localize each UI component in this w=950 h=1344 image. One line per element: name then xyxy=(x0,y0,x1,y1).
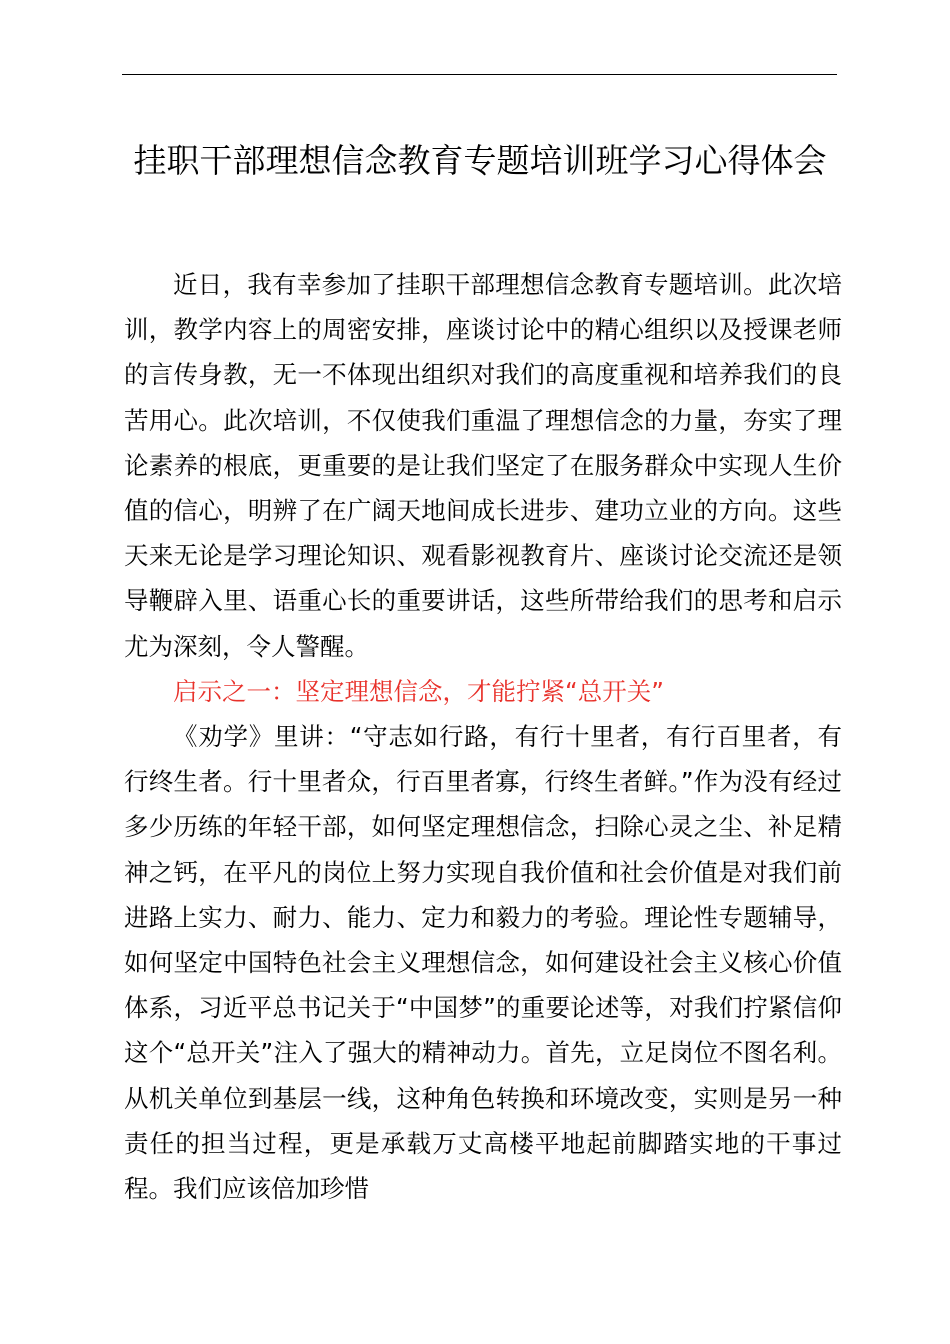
document-body xyxy=(124,262,842,1211)
section-heading-1: 启示之一：坚定理想信念，才能拧紧“总开关” xyxy=(173,676,664,706)
intro-paragraph: 近日，我有幸参加了挂职干部理想信念教育专题培训。此次培训，教学内容上的周密安排，座谈讨论中的精心组织以及授课老师的言传身教，无一不体现出组织对我们的高度重视和培养我们的良苦用心。此次培训，不仅使我们重温了理想信念的力量，夯实了理论素养的根底，更重要的是让我们坚定了在服务群众中实现人生价值的信心，明辨了在广阔天地间成长进步、建功立业的方向。这些天来无论是学习理论知识、观看影视教育片、座谈讨论交流还是领导鞭辟入里、语重心长的重要讲话，这些所带给我们的思考和启示尤为深刻，令人警醒。 xyxy=(124,270,842,661)
document-title: 挂职干部理想信念教育专题培训班学习心得体会 xyxy=(133,141,827,180)
section-1-paragraph: 《劝学》里讲：“守志如行路，有行十里者，有行百里者，有行终生者。行十里者众，行百里者寡，行终生者鲜。”作为没有经过多少历练的年轻干部，如何坚定理想信念，扫除心灵之尘、补足精神之钙，在平凡的岗位上努力实现自我价值和社会价值是对我们前进路上实力、耐力、能力、定力和毅力的考验。理论性专题辅导，如何坚定中国特色社会主义理想信念，如何建设社会主义核心价值体系，习近平总书记关于“中国梦”的重要论述等，对我们拧紧信仰这个“总开关”注入了强大的精神动力。首先，立足岗位不图名利。从机关单位到基层一线，这种角色转换和环境改变，实则是另一种责任的担当过程，更是承载万丈高楼平地起前脚踏实地的干事过程。我们应该倍加珍惜 xyxy=(124,722,842,1204)
header-rule xyxy=(122,74,837,75)
